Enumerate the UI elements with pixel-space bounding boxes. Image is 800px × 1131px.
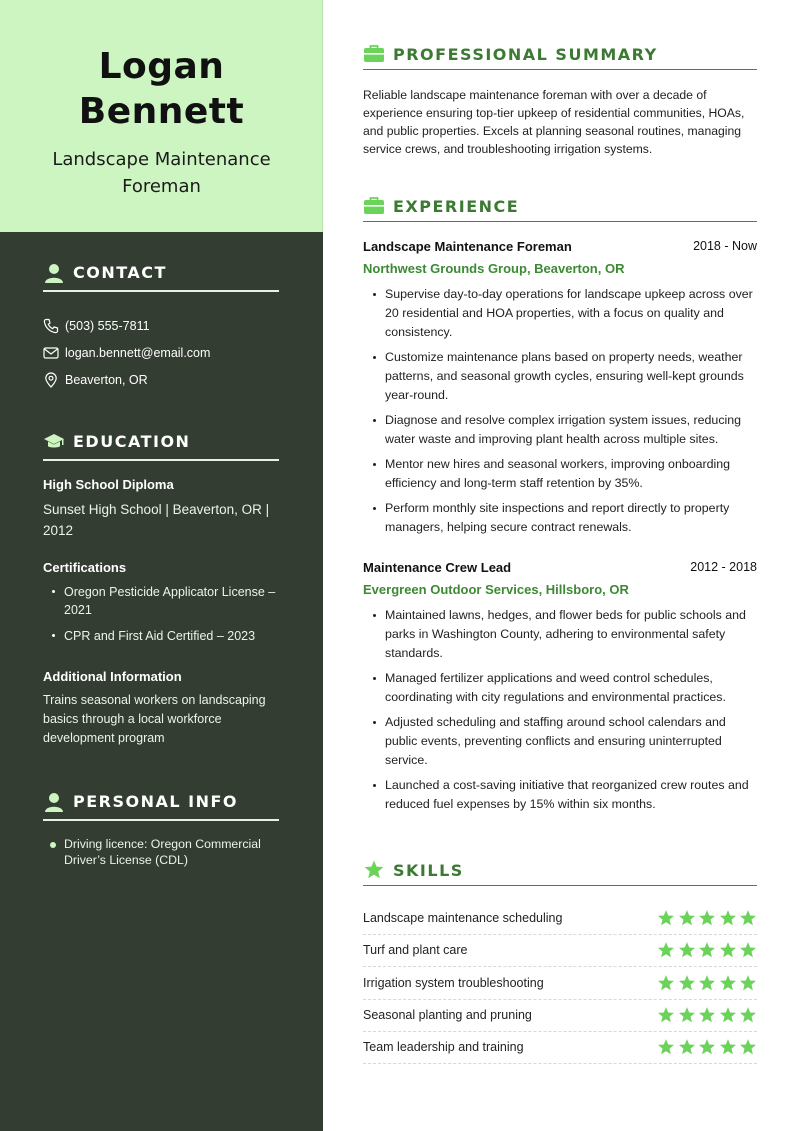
skill-name: Turf and plant care	[363, 943, 468, 958]
star-icon	[698, 1038, 716, 1056]
star-icon	[657, 1006, 675, 1024]
star-icon	[657, 941, 675, 959]
star-icon	[363, 860, 385, 880]
job-title: Maintenance Crew Lead	[363, 560, 512, 575]
personal-info-heading	[43, 791, 279, 821]
person-icon	[43, 791, 65, 813]
additional-info-heading: Additional Information	[43, 669, 182, 684]
job-company: Evergreen Outdoor Services, Hillsboro, OR	[363, 582, 629, 597]
skill-name: Irrigation system troubleshooting	[363, 975, 544, 990]
skill-rating	[655, 909, 758, 927]
star-icon	[657, 909, 675, 927]
email-address: logan.bennett@email.com	[65, 346, 211, 360]
star-icon	[698, 1006, 716, 1024]
skill-rating	[655, 1038, 758, 1056]
star-icon	[678, 974, 696, 992]
personal-info-heading-label: PERSONAL INFO	[73, 792, 239, 811]
map-pin-icon	[43, 372, 59, 388]
star-icon	[698, 941, 716, 959]
star-icon	[657, 1038, 675, 1056]
summary-heading	[363, 44, 757, 70]
star-icon	[719, 909, 737, 927]
last-name: Bennett	[78, 91, 245, 132]
name-header	[0, 0, 323, 232]
degree: High School Diploma	[43, 477, 174, 492]
briefcase-icon	[363, 44, 385, 64]
job-title: Landscape Maintenance Foreman	[363, 239, 572, 254]
certification-item: Oregon Pesticide Applicator License – 2021	[50, 583, 279, 619]
star-icon	[719, 1006, 737, 1024]
skill-row	[363, 1000, 757, 1032]
job-title-header: Landscape Maintenance Foreman	[52, 149, 271, 197]
star-icon	[719, 1038, 737, 1056]
additional-info-text: Trains seasonal workers on landscaping basics through a local workforce development program	[43, 693, 266, 745]
star-icon	[719, 974, 737, 992]
job-bullet: Maintained lawns, hedges, and flower beds for public schools and parks in Washington County, adhering to environmental safety standards.	[373, 606, 759, 663]
experience-heading	[363, 196, 757, 222]
star-icon	[739, 974, 757, 992]
first-name: Logan	[98, 46, 225, 87]
skills-heading	[363, 860, 757, 886]
skill-row	[363, 935, 757, 967]
job-dates: 2012 - 2018	[690, 560, 757, 574]
star-icon	[739, 909, 757, 927]
star-icon	[678, 909, 696, 927]
job-bullet: Customize maintenance plans based on property needs, weather patterns, and seasonal growth cycles, ensuring well-kept grounds year-round.	[373, 348, 759, 405]
star-icon	[678, 941, 696, 959]
school: Sunset High School | Beaverton, OR | 2012	[43, 502, 270, 538]
star-icon	[719, 941, 737, 959]
star-icon	[739, 941, 757, 959]
phone-number: (503) 555-7811	[65, 319, 150, 333]
skill-name: Seasonal planting and pruning	[363, 1007, 532, 1022]
star-icon	[678, 1038, 696, 1056]
skill-name: Team leadership and training	[363, 1040, 524, 1055]
star-icon	[739, 1006, 757, 1024]
job-dates: 2018 - Now	[693, 239, 757, 253]
certification-item: CPR and First Aid Certified – 2023	[50, 627, 279, 645]
experience-heading-label: EXPERIENCE	[393, 197, 520, 216]
star-icon	[698, 909, 716, 927]
summary-heading-label: PROFESSIONAL SUMMARY	[393, 45, 658, 64]
star-icon	[678, 1006, 696, 1024]
certifications-heading: Certifications	[43, 560, 127, 575]
briefcase-icon	[363, 196, 385, 216]
star-icon	[739, 1038, 757, 1056]
star-icon	[657, 974, 675, 992]
job-bullet: Launched a cost-saving initiative that reorganized crew routes and reduced fuel expenses by 15% within six months.	[373, 776, 759, 814]
star-icon	[698, 974, 716, 992]
phone-icon	[43, 318, 59, 334]
job-company: Northwest Grounds Group, Beaverton, OR	[363, 261, 625, 276]
skill-rating	[655, 941, 758, 959]
skill-row	[363, 903, 757, 935]
job-bullet: Managed fertilizer applications and weed control schedules, coordinating with city regulations and environmental practices.	[373, 669, 759, 707]
job-bullet: Supervise day-to-day operations for landscape upkeep across over 20 residential and HOA properties, with a focus on quality and consistency.	[373, 285, 759, 342]
contact-heading	[43, 262, 279, 292]
job-bullet: Perform monthly site inspections and report directly to property managers, helping secure contract renewals.	[373, 499, 759, 537]
job-bullet: Adjusted scheduling and staffing around school calendars and public events, preventing conflicts and ensuring uninterrupted service.	[373, 713, 759, 770]
personal-info-item: Driving licence: Oregon Commercial Driver’s License (CDL)	[50, 836, 279, 868]
graduation-cap-icon	[43, 431, 65, 453]
skill-row	[363, 968, 757, 1000]
job-bullet: Diagnose and resolve complex irrigation system issues, reducing water waste and improving plant health across multiple sites.	[373, 411, 759, 449]
education-heading-label: EDUCATION	[73, 432, 191, 451]
skill-rating	[655, 1006, 758, 1024]
skill-row	[363, 1032, 757, 1064]
location: Beaverton, OR	[65, 373, 148, 387]
skill-rating	[655, 974, 758, 992]
education-heading	[43, 431, 279, 461]
envelope-icon	[43, 345, 59, 361]
skill-name: Landscape maintenance scheduling	[363, 911, 563, 925]
job-bullet: Mentor new hires and seasonal workers, improving onboarding efficiency and long-term staff retention by 35%.	[373, 455, 759, 493]
summary-text: Reliable landscape maintenance foreman with over a decade of experience ensuring top-tier upkeep of residential communities, HOAs, and public properties. Excels at planning seasonal routines, managing service crews, and troubleshooting irrigation systems.	[363, 88, 745, 156]
skills-heading-label: SKILLS	[393, 861, 464, 880]
person-icon	[43, 262, 65, 284]
contact-heading-label: CONTACT	[73, 263, 167, 282]
